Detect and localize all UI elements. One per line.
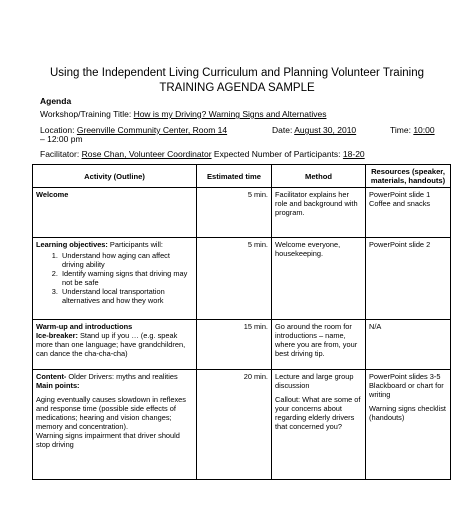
time-end: – 12:00 pm [40, 134, 83, 144]
activity-title: Learning objectives: [36, 240, 108, 249]
list-item: 1. Understand how aging can affect driving ability [60, 251, 193, 269]
list-item: 3. Understand local transportation alternatives and how they work [60, 287, 193, 305]
table-row [33, 370, 451, 480]
workshop-line [40, 109, 326, 119]
participants-value: 18-20 [342, 149, 365, 159]
table-header-row [33, 165, 451, 188]
resource-item: PowerPoint slides 3-5 [369, 372, 441, 381]
activity-sub-label: Ice-breaker: [36, 331, 78, 340]
resource-item: Blackboard or chart for writing [369, 381, 444, 399]
time-value: 10:00 [413, 125, 435, 135]
facilitator-label: Facilitator: [40, 149, 80, 159]
location-value: Greenville Community Center, Room 14 [76, 125, 228, 135]
activity-sub: Older Drivers: myths and realities [66, 372, 178, 381]
header-time: Estimated time [197, 165, 272, 188]
method-cell: Facilitator explains her role and background with program. [272, 188, 366, 238]
resource-item: N/A [369, 322, 382, 331]
workshop-value: How is my Driving? Warning Signs and Alternatives [133, 109, 327, 119]
agenda-table [32, 164, 451, 480]
table-row [33, 320, 451, 370]
resources-cell [366, 188, 451, 238]
method-cell: Go around the room for introductions – name, where you are from, your best driving tip. [272, 320, 366, 370]
method-cell: Welcome everyone, housekeeping. [272, 238, 366, 320]
method-item: Callout: What are some of your concerns about regarding elderly drivers that concerned you? [275, 395, 361, 431]
header-resources: Resources (speaker, materials, handouts) [366, 165, 451, 188]
resource-item: Coffee and snacks [369, 199, 431, 208]
resource-item: PowerPoint slide 2 [369, 240, 431, 249]
table-row [33, 238, 451, 320]
method-item: Lecture and large group discussion [275, 372, 354, 390]
document-title: Using the Independent Living Curriculum and Planning Volunteer Training [50, 67, 424, 79]
resource-item: PowerPoint slide 1 [369, 190, 431, 199]
facilitator-line [40, 149, 365, 159]
resource-item: Warning signs checklist (handouts) [369, 404, 446, 422]
activity-title: Warm-up and introductions [36, 322, 133, 331]
facilitator-value: Rose Chan, Volunteer Coordinator [81, 149, 212, 159]
date-value: August 30, 2010 [294, 125, 357, 135]
list-item: 2. Identify warning signs that driving may not be safe [60, 269, 193, 287]
time-label: Time: [390, 125, 411, 135]
agenda-label: Agenda [40, 96, 72, 106]
time-cell: 5 min. [197, 188, 272, 238]
date-line [272, 125, 356, 135]
list-item: Aging eventually causes slowdown in reflexes and response time (possible side effects of medications; hearing and vision changes; memory and concentration). [36, 395, 186, 431]
activity-title: Welcome [36, 190, 69, 199]
activity-cell [33, 238, 197, 320]
time-cell: 20 min. [197, 370, 272, 480]
resources-cell [366, 238, 451, 320]
main-points-label: Main points: [36, 381, 80, 390]
time-cell: 15 min. [197, 320, 272, 370]
method-cell [272, 370, 366, 480]
date-label: Date: [272, 125, 293, 135]
time-cell: 5 min. [197, 238, 272, 320]
activity-title: Content- [36, 372, 67, 381]
resources-cell [366, 320, 451, 370]
document-subtitle: TRAINING AGENDA SAMPLE [159, 82, 315, 94]
header-activity: Activity (Outline) [33, 165, 197, 188]
time-line [390, 125, 435, 135]
resources-cell [366, 370, 451, 480]
activity-sub: Stand up if you … (e.g. speak more than one language; have grandchildren, can dance the cha-cha-cha) [36, 331, 186, 358]
activity-sub: Participants will: [107, 240, 163, 249]
header-method: Method [272, 165, 366, 188]
objectives-list [36, 251, 193, 305]
activity-cell [33, 370, 197, 480]
table-row [33, 188, 451, 238]
workshop-label: Workshop/Training Title: [40, 109, 132, 119]
activity-cell [33, 320, 197, 370]
list-item: Warning signs impairment that driver should stop driving [36, 431, 180, 449]
location-label: Location: [40, 125, 75, 135]
participants-label: Expected Number of Participants: [213, 149, 341, 159]
activity-cell [33, 188, 197, 238]
